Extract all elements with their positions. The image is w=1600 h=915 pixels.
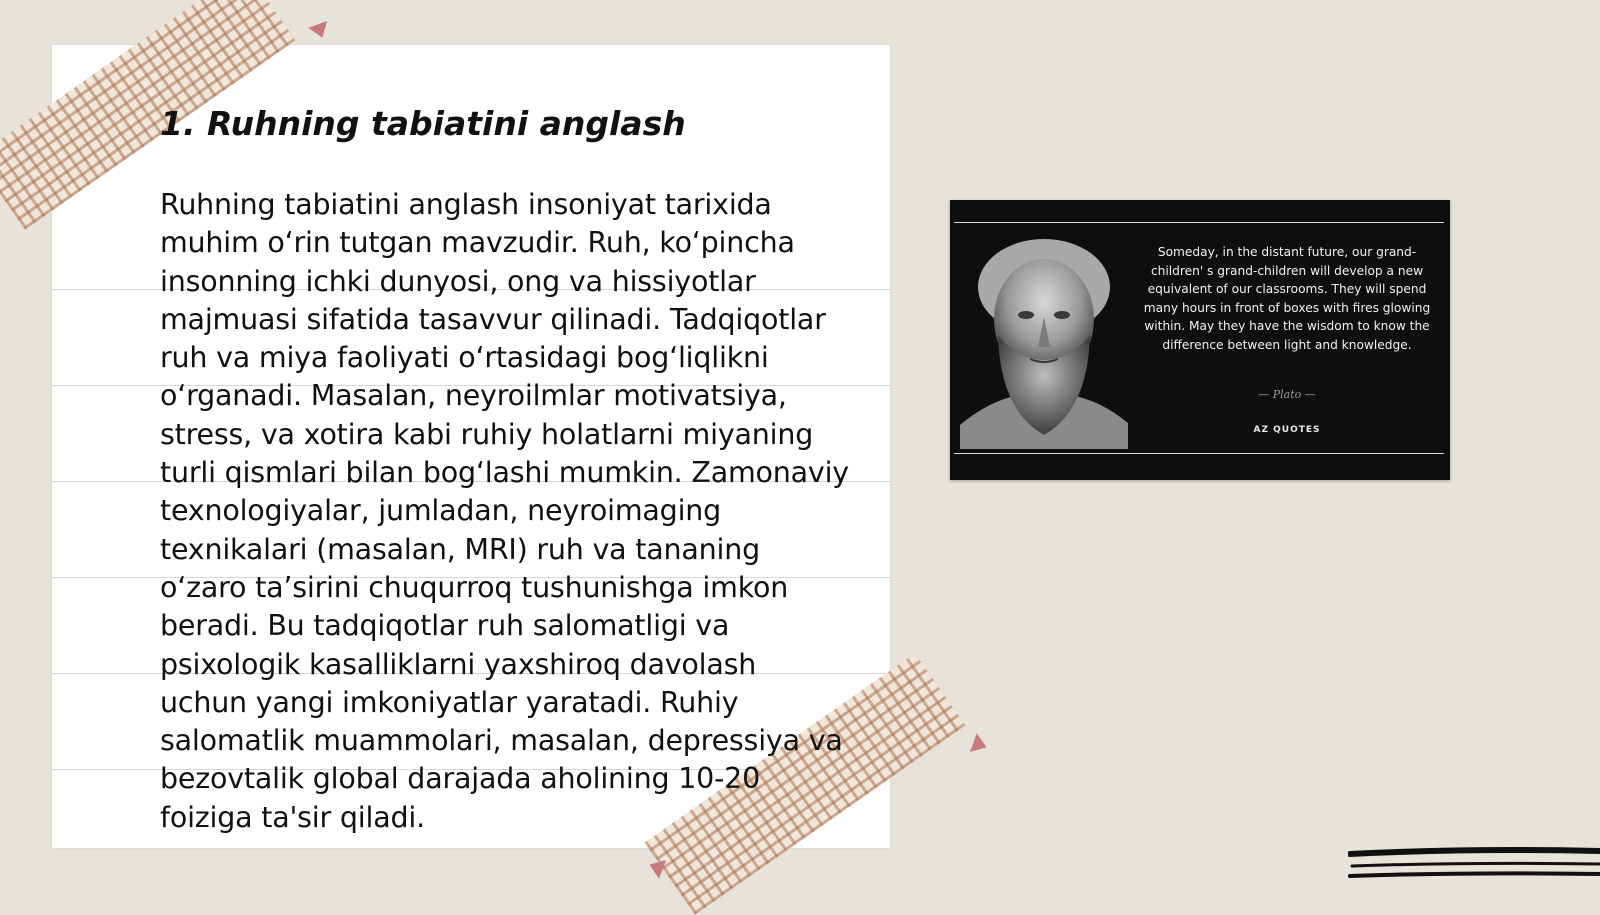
pin-icon: [646, 855, 666, 879]
quote-author: — Plato —: [1258, 388, 1316, 401]
quote-text: Someday, in the distant future, our grand-children' s grand-children will develop a new equivalent of our classrooms. They will spend many hours in front of boxes with fires glowing within. May they have the wisdom to know the difference between light and knowledge.: [1143, 245, 1431, 352]
slide-title: 1. Ruhning tabiatini anglash: [160, 104, 686, 143]
quote-card: [954, 222, 1444, 454]
pin-icon: [970, 733, 990, 757]
plato-bust-icon: [960, 235, 1128, 449]
quote-brand-logo: AZ QUOTES: [1253, 425, 1321, 435]
pin-icon: [308, 21, 332, 41]
slide-body-text: Ruhning tabiatini anglash insoniyat tarixida muhim o‘rin tutgan mavzudir. Ruh, ko‘pincha insonning ichki dunyosi, ong va hissiyotlar majmuasi sifatida tasavvur qilinadi. Tadqiqotlar ruh va miya faoliyati o‘rtasidagi bog‘liqlikni o‘rganadi. Masalan, neyroilmlar motivatsiya, stress, va xotira kabi ruhiy holatlarni miyaning turli qismlari bilan bog‘lashi mumkin. Zamonaviy texnologiyalar, jumladan, neyroimaging texnikalari (masalan, MRI) ruh va tananing o‘zaro ta’sirini chuqurroq tushunishga imkon beradi. Bu tadqiqotlar ruh salomatligi va psixologik kasalliklarni yaxshiroq davolash uchun yangi imkoniyatlar yaratadi. Ruhiy salomatlik muammolari, masalan, depressiya va bezovtalik global darajada aholining 10-20 foiziga ta'sir qiladi.: [160, 188, 849, 834]
quote-image: [950, 200, 1450, 480]
decorative-stripes: [1348, 846, 1600, 892]
